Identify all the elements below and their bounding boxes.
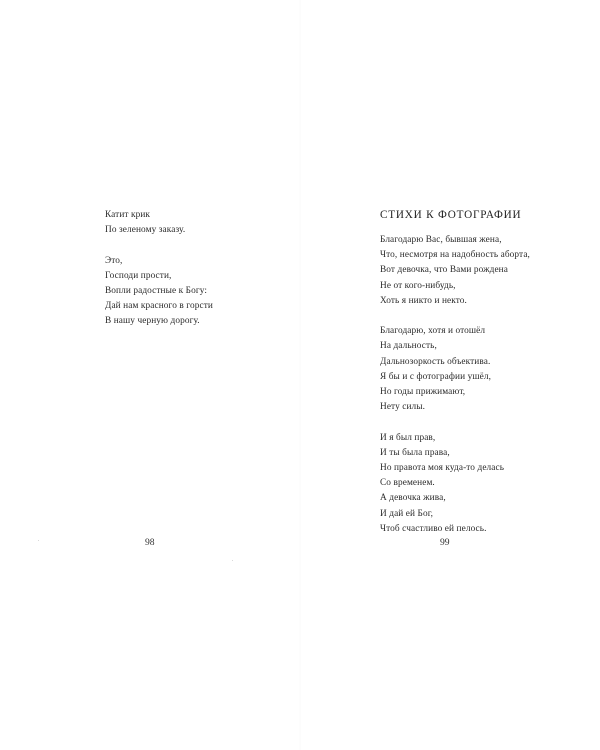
poem-line: Не от кого-нибудь, <box>380 280 456 291</box>
poem-line: Дальнозоркость объектива. <box>380 356 491 367</box>
poem-line: Благодарю Вас, бывшая жена, <box>380 235 502 245</box>
stanza-break <box>380 415 530 430</box>
poem-line: Но годы прижимают, <box>380 387 466 398</box>
paper-speck <box>232 560 233 561</box>
poem-line: По зеленому заказу. <box>105 225 186 236</box>
poem-line: Дай нам красного в горсти <box>105 301 213 312</box>
poem-line: Катит крик <box>105 210 151 220</box>
poem-line: Господи прости, <box>105 270 172 281</box>
right-poem-text <box>380 233 530 537</box>
page-number-right: 99 <box>440 537 450 548</box>
poem-line: И я был прав, <box>380 432 436 443</box>
poem-line: А девочка жива, <box>380 493 446 504</box>
stanza-break <box>380 309 530 324</box>
poem-line: Вопли радостные к Богу: <box>105 286 208 296</box>
poem-line: Но правота моя куда-то делась <box>380 463 505 474</box>
poem-line: Я бы и с фотографии ушёл, <box>380 371 491 382</box>
right-page <box>300 0 600 750</box>
poem-line: Благодарю, хотя и отошёл <box>380 326 486 337</box>
left-poem-text <box>105 208 213 330</box>
poem-line: На дальность, <box>380 341 437 352</box>
poem-line: Хоть я никто и некто. <box>380 295 467 306</box>
poem-title: СТИХИ К ФОТОГРАФИИ <box>380 209 522 221</box>
poem-line: И дай ей Бог, <box>380 508 433 519</box>
poem-line: Это, <box>105 255 123 266</box>
poem-line: Чтоб счастливо ей пелось. <box>380 523 487 534</box>
poem-line: В нашу черную дорогу. <box>105 316 200 327</box>
paper-speck <box>38 540 39 541</box>
poem-line: Со временем. <box>380 478 435 489</box>
poem-line: Нету силы. <box>380 402 426 413</box>
poem-line: Что, несмотря на надобность аборта, <box>380 250 530 261</box>
page-number-left: 98 <box>145 537 155 548</box>
poem-line: И ты была права, <box>380 447 450 458</box>
poem-line: Вот девочка, что Вами рождена <box>380 265 508 276</box>
stanza-break <box>105 238 213 253</box>
